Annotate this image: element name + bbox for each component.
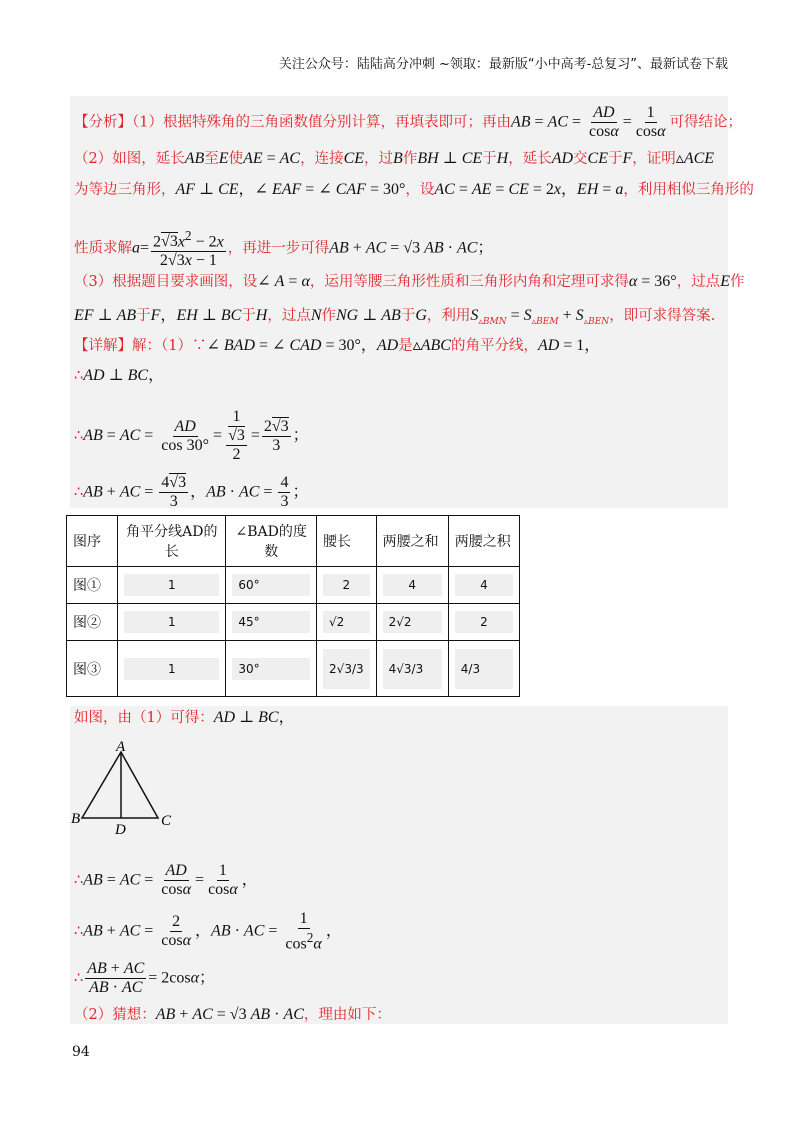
point-label-a: A: [116, 739, 126, 755]
table-header-cell: 两腰之和: [376, 516, 448, 567]
table-header-cell: 两腰之积: [448, 516, 519, 567]
table-row: 图① 1 60° 2 4 4: [67, 567, 520, 604]
detail-line-4: ∴AB + AC = $\frac{4√3}{3}$ ，AB · AC = $\frac{4}{3}$ ；: [74, 474, 309, 510]
table-header-row: [67, 516, 520, 567]
part2-guess: （2）猜想：AB + AC = √3 AB · AC，理由如下：: [74, 1006, 391, 1023]
detail-line-2: ∴AD ⊥ BC，: [74, 367, 165, 384]
detail-label: 【详解】: [74, 338, 132, 354]
table-header-cell: 图序: [67, 516, 118, 567]
analysis-line-1: 【分析】（1）根据特殊角的三角函数值分别计算，再填表即可；再由AB = AC = $\frac{AD}{\cos\alpha}$ = $\frac{1}{\cos\alpha}$ 可得结论；: [74, 104, 743, 140]
table-row: 图② 1 45° √2 2√2 2: [67, 604, 520, 641]
point-label-d: D: [115, 822, 126, 838]
table-header-cell: ∠BAD的度数: [226, 516, 317, 567]
part2-eq-1: ∴AB = AC = $\frac{AD}{\cos\alpha}$ = $\frac{1}{\cos\alpha}$ ，: [74, 862, 258, 898]
analysis-line-2: （2）如图，延长AB至E使AE = AC，连接CE，过B作BH ⊥ CE于H，延长AD交CE于F，证明▵ACE: [74, 150, 715, 167]
part2-eq-2: ∴AB + AC = $\frac{2}{\cos\alpha}$ ，AB · AC = $\frac{1}{\cos^2\alpha}$ ，: [74, 910, 342, 953]
point-label-c: C: [161, 813, 172, 829]
table-header-cell: 角平分线AD的长: [118, 516, 226, 567]
triangle-figure: [68, 738, 188, 838]
table-row: 图③ 1 30° 2√3/3 4√3/3 4/3: [67, 641, 520, 697]
analysis-line-3: 为等边三角形，AF ⊥ CE，∠ EAF = ∠ CAF = 30°，设AC = AE = CE = 2x，EH = a，利用相似三角形的: [74, 181, 754, 198]
point-label-b: B: [71, 811, 81, 827]
analysis-label: 【分析】: [74, 114, 132, 131]
analysis-line-5: （3）根据题目要求画图，设∠ A = α，运用等腰三角形性质和三角形内角和定理可求得α = 36°，过点E作: [74, 273, 745, 290]
analysis-line-6: EF ⊥ AB于F，EH ⊥ BC于H，过点N作NG ⊥ AB于G，利用$S_{▵BMN} = S_{▵BEM} + S_{▵BEN}$，即可求得答案.: [74, 307, 716, 327]
analysis-line-4: 性质求解a= $\frac{2√3x^2 - 2x}{2√3x - 1}$ ，再进一步可得AB + AC = √3 AB · AC；: [74, 228, 494, 270]
part2-intro: 如图，由（1）可得：AD ⊥ BC，: [74, 709, 295, 726]
detail-line-3: ∴AB = AC = $\frac{AD}{\cos 30^\circ}$ = $\frac{1}{\frac{√3}{2}}$ = $\frac{2√3}{3}$ ；: [74, 408, 309, 463]
result-table: [66, 515, 520, 697]
detail-line-1: 【详解】解：（1）∵∠ BAD = ∠ CAD = 30°，AD是▵ABC的角平分线，AD = 1，: [74, 337, 601, 354]
page-header: 关注公众号：陆陆高分冲刺 ~领取：最新版“小中高考-总复习”、最新试卷下载: [278, 57, 728, 72]
table-header-cell: 腰长: [317, 516, 377, 567]
part2-eq-3: ∴ $\frac{AB + AC}{AB \cdot AC}$ = 2cosα；: [74, 960, 216, 996]
page-number: 94: [72, 1044, 90, 1060]
